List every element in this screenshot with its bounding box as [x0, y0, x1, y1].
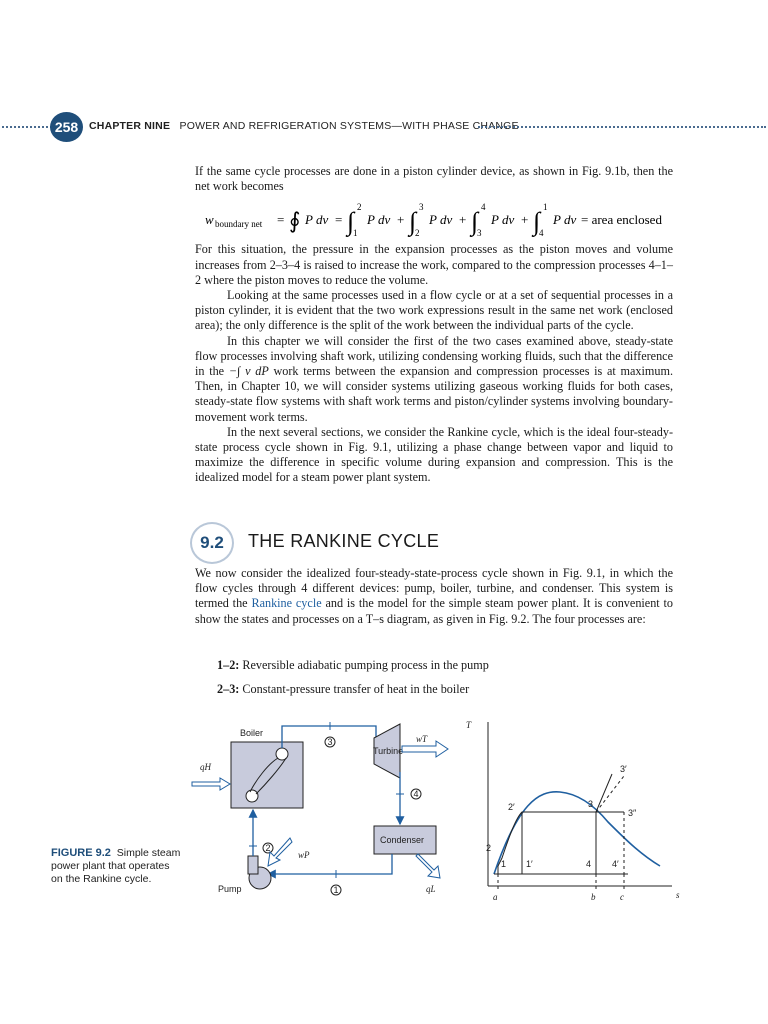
paragraph-4-math: −∫ v dP [228, 364, 269, 379]
plus-1: + [397, 212, 405, 228]
list-item [217, 682, 489, 706]
eq-integrand-3: P dv [491, 212, 515, 228]
point-1prime: 1′ [526, 859, 533, 869]
s-tick-a: a [493, 892, 498, 902]
limit-lower-2: 2 [415, 228, 420, 239]
pump-label: Pump [218, 884, 242, 894]
figure-caption-text: Simple steam power plant that operates on the Rankine cycle. [51, 847, 181, 885]
limit-upper-2: 3 [419, 202, 424, 213]
point-3: 3 [588, 799, 594, 809]
cycle-high-pressure-path [498, 774, 612, 866]
paragraph-4-b: work terms between the expansion and compression processes is at maximum. Then, in Chapter 10, we will consider systems utilizing gaseous working fluids for both cases, steady-state flow systems with shaft work terms and piston/cylinder systems involving boundary-movement work terms. [195, 364, 673, 424]
pump-outlet [248, 856, 258, 874]
s-tick-b: b [591, 892, 596, 902]
section-number-badge: 9.2 [190, 522, 234, 564]
cyclic-integral-sign: ∮ [289, 208, 301, 234]
net-work-equation [205, 202, 673, 239]
header-dotted-rule-right [478, 126, 766, 128]
ql-label: qL [426, 884, 436, 894]
figure-9-2 [188, 714, 688, 919]
page-number-badge: 258 [50, 112, 83, 142]
term-rankine-cycle: Rankine cycle [251, 596, 322, 611]
saturation-dome [494, 792, 660, 874]
s-axis-label: s [676, 890, 680, 900]
boiler-header-bottom [246, 790, 258, 802]
plus-3: + [521, 212, 529, 228]
section-paragraph-a: We now consider the idealized four-steady-state-process cycle shown in Fig. 9.1, in which the flow cycles through 4 different devices: pump, boiler, turbine, and condenser. This system is termed the [195, 566, 673, 611]
paragraph-3: Looking at the same processes used in a flow cycle or at a set of sequential processes in a piston cylinder, it is evident that the two work expressions result in the same net work (enclosed area); the only difference is the split of the work between the individual parts of the cycle. [195, 288, 673, 333]
section-paragraph-b: and is the model for the simple steam power plant. It is convenient to show the states and processes on a T–s diagram, as given in Fig. 9.2. The four processes are: [195, 596, 674, 626]
line-3-3prime [596, 776, 624, 812]
section-heading [190, 522, 690, 566]
limit-upper-1: 2 [357, 202, 362, 213]
point-3prime: 3′ [620, 764, 627, 774]
eq-integrand-2: P dv [429, 212, 453, 228]
plus-2: + [459, 212, 467, 228]
paragraph-4 [195, 334, 673, 425]
chapter-label: CHAPTER NINE [89, 120, 171, 132]
ql-arrow [416, 854, 440, 878]
running-head [89, 120, 519, 132]
state-3-number: 3 [327, 737, 333, 747]
integral-sign-4: ∫ [533, 207, 541, 237]
eq-lhs: w [205, 212, 214, 228]
section-text [195, 566, 673, 627]
point-1: 1 [501, 859, 507, 869]
integral-sign-1: ∫ [347, 207, 355, 237]
point-4prime: 4′ [612, 859, 619, 869]
list-item-label: 1–2: [217, 658, 240, 672]
header-dotted-rule-left [2, 126, 52, 128]
t-axis-label: T [466, 720, 472, 730]
condenser-label: Condenser [380, 835, 425, 845]
wt-label: wT [416, 734, 428, 744]
eq-rhs: = area enclosed [581, 212, 662, 228]
state-1-number: 1 [333, 885, 339, 895]
list-item [217, 658, 489, 682]
chapter-title: POWER AND REFRIGERATION SYSTEMS—WITH PHASE CHANGE [179, 120, 519, 132]
state-2-number: 2 [265, 843, 271, 853]
point-3doubleprime: 3″ [628, 808, 637, 818]
process-list [217, 658, 489, 706]
figure-label: FIGURE 9.2 [51, 847, 111, 859]
eq-integrand-4: P dv [553, 212, 577, 228]
limit-upper-3: 4 [481, 202, 486, 213]
boiler-box [231, 742, 303, 808]
section-paragraph [195, 566, 673, 627]
limit-lower-3: 3 [477, 228, 482, 239]
integral-sign-2: ∫ [409, 207, 417, 237]
point-2prime: 2′ [508, 802, 515, 812]
paragraph-1: If the same cycle processes are done in a piston cylinder device, as shown in Fig. 9.1b, then the net work becomes [195, 164, 673, 194]
pipe-condenser-pump [348, 854, 392, 874]
paragraph-4-a: In this chapter we will consider the first of the two cases examined above, steady-state flow processes involving shaft work, utilizing condensing working fluids, such that the difference in the [195, 333, 673, 379]
eq-lhs-sub: boundary net [215, 219, 263, 230]
list-item-text: Reversible adiabatic pumping process in the pump [239, 658, 489, 672]
eq-equals-1: = [277, 212, 285, 228]
figure-caption [51, 847, 181, 886]
integral-sign-3: ∫ [471, 207, 479, 237]
boiler-label: Boiler [240, 728, 264, 738]
point-4: 4 [586, 859, 592, 869]
paragraph-2: For this situation, the pressure in the expansion processes as the piston moves and volume increases from 2–3–4 is raised to increase the work, compared to the compression processes 4–1–2 where the piston moves to reduce the volume. [195, 242, 673, 287]
eq-equals-2: = [335, 212, 343, 228]
equation-svg [205, 202, 675, 238]
figure-svg [188, 714, 688, 914]
limit-upper-4: 1 [543, 202, 548, 213]
turbine-label: Turbine [373, 746, 404, 756]
eq-integrand-1: P dv [367, 212, 391, 228]
qh-arrow [192, 778, 230, 790]
point-2: 2 [486, 843, 492, 853]
limit-lower-1: 1 [353, 228, 358, 239]
section-title: THE RANKINE CYCLE [248, 531, 440, 551]
s-tick-c: c [620, 892, 624, 902]
paragraph-5: In the next several sections, we consider the Rankine cycle, which is the ideal four-steady-state process cycle shown in Fig. 9.1, utilizing a phase change between vapor and liquid to maximize the difference in specific volume during expansion and compression. This is the idealized model for a steam power plant system. [195, 424, 673, 485]
wp-label: wP [298, 850, 310, 860]
list-item-text: Constant-pressure transfer of heat in the boiler [239, 682, 470, 696]
intro-text [195, 164, 673, 486]
limit-lower-4: 4 [539, 228, 544, 239]
ts-diagram [466, 720, 680, 902]
page-header [0, 112, 768, 142]
state-4-number: 4 [413, 789, 419, 799]
qh-label: qH [200, 762, 211, 772]
list-item-label: 2–3: [217, 682, 240, 696]
eq-integrand-0: P dv [305, 212, 329, 228]
